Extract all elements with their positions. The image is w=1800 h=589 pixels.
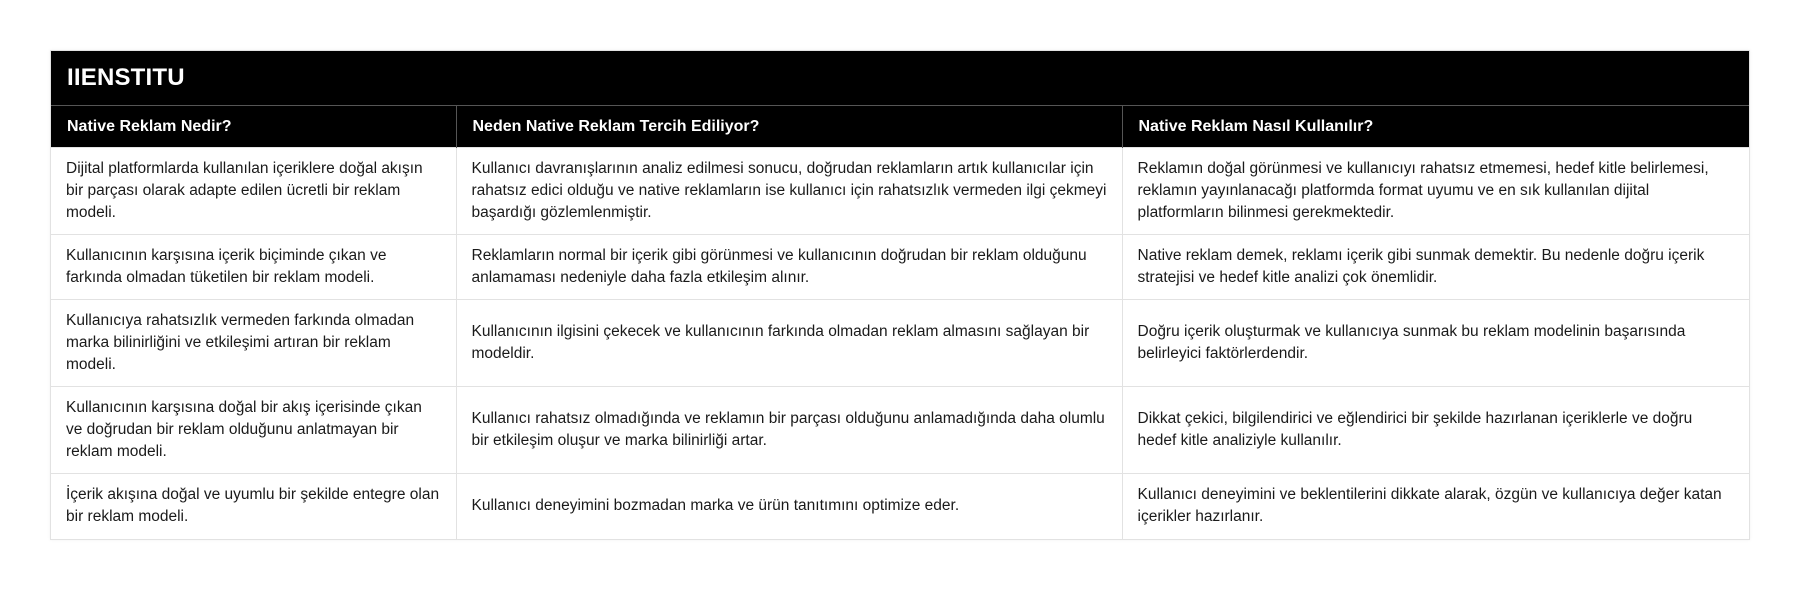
column-header: Neden Native Reklam Tercih Ediliyor? bbox=[456, 106, 1122, 148]
table-row bbox=[51, 300, 1749, 387]
table-grid bbox=[51, 105, 1749, 539]
table-cell: Dijital platformlarda kullanılan içeriklere doğal akışın bir parçası olarak adapte edilen ücretli bir reklam modeli. bbox=[51, 148, 456, 235]
table-title: IIENSTITU bbox=[51, 51, 1749, 105]
table-cell: Kullanıcı deneyimini bozmadan marka ve ürün tanıtımını optimize eder. bbox=[456, 474, 1122, 539]
table-cell: Doğru içerik oluşturmak ve kullanıcıya sunmak bu reklam modelinin başarısında belirleyici faktörlerdendir. bbox=[1122, 300, 1749, 387]
table-cell: Kullanıcı davranışlarının analiz edilmesi sonucu, doğrudan reklamların artık kullanıcılar için rahatsız edici olduğu ve native reklamların ise kullanıcı için rahatsızlık vermeden ilgi çekmeyi başardığı gözlemlenmiştir. bbox=[456, 148, 1122, 235]
table-cell: Kullanıcının ilgisini çekecek ve kullanıcının farkında olmadan reklam almasını sağlayan bir modeldir. bbox=[456, 300, 1122, 387]
table-cell: Kullanıcı deneyimini ve beklentilerini dikkate alarak, özgün ve kullanıcıya değer katan içerikler hazırlanır. bbox=[1122, 474, 1749, 539]
comparison-table bbox=[50, 50, 1750, 540]
column-header: Native Reklam Nedir? bbox=[51, 106, 456, 148]
table-cell: İçerik akışına doğal ve uyumlu bir şekilde entegre olan bir reklam modeli. bbox=[51, 474, 456, 539]
table-cell: Reklamların normal bir içerik gibi görünmesi ve kullanıcının doğrudan bir reklam olduğunu anlamaması nedeniyle daha fazla etkileşim alınır. bbox=[456, 235, 1122, 300]
table-cell: Native reklam demek, reklamı içerik gibi sunmak demektir. Bu nedenle doğru içerik stratejisi ve hedef kitle analizi çok önemlidir. bbox=[1122, 235, 1749, 300]
table-cell: Dikkat çekici, bilgilendirici ve eğlendirici bir şekilde hazırlanan içeriklerle ve doğru hedef kitle analiziyle kullanılır. bbox=[1122, 387, 1749, 474]
table-cell: Kullanıcının karşısına doğal bir akış içerisinde çıkan ve doğrudan bir reklam olduğunu anlatmayan bir reklam modeli. bbox=[51, 387, 456, 474]
table-row bbox=[51, 148, 1749, 235]
table-row bbox=[51, 474, 1749, 539]
table-body bbox=[51, 148, 1749, 539]
header-row bbox=[51, 106, 1749, 148]
table-row bbox=[51, 387, 1749, 474]
table-cell: Reklamın doğal görünmesi ve kullanıcıyı rahatsız etmemesi, hedef kitle belirlemesi, reklamın yayınlanacağı platformda format uyumu ve en sık kullanılan dijital platformların bilinmesi gerekmektedir. bbox=[1122, 148, 1749, 235]
table-cell: Kullanıcı rahatsız olmadığında ve reklamın bir parçası olduğunu anlamadığında daha olumlu bir etkileşim oluşur ve marka bilinirliği artar. bbox=[456, 387, 1122, 474]
table-cell: Kullanıcıya rahatsızlık vermeden farkında olmadan marka bilinirliğini ve etkileşimi artıran bir reklam modeli. bbox=[51, 300, 456, 387]
column-header: Native Reklam Nasıl Kullanılır? bbox=[1122, 106, 1749, 148]
table-cell: Kullanıcının karşısına içerik biçiminde çıkan ve farkında olmadan tüketilen bir reklam modeli. bbox=[51, 235, 456, 300]
table-row bbox=[51, 235, 1749, 300]
table-header bbox=[51, 106, 1749, 148]
